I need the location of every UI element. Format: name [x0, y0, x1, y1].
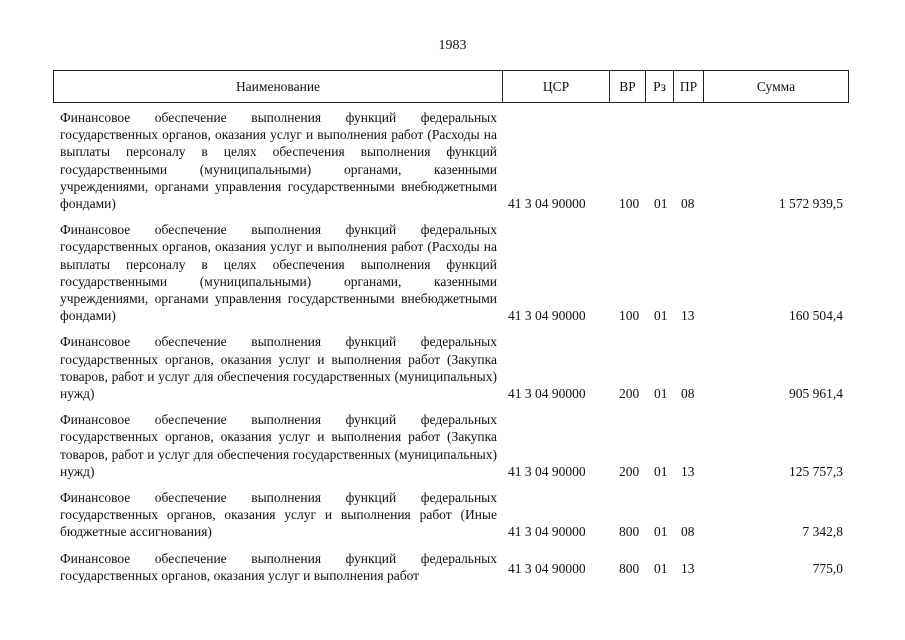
row-vr: 800: [619, 560, 640, 576]
table-row: [0, 550, 905, 584]
row-pr: 08: [681, 524, 695, 540]
table-row: [0, 489, 905, 541]
row-sum: 905 961,4: [789, 386, 843, 402]
table-row: [0, 109, 905, 212]
row-pr: 08: [681, 386, 695, 402]
row-vr: 100: [619, 196, 640, 212]
row-vr: 200: [619, 463, 640, 479]
row-pr: 13: [681, 463, 695, 479]
row-csr: 41 3 04 90000: [508, 308, 586, 324]
row-rz: 01: [654, 308, 668, 324]
table-row: [0, 221, 905, 324]
row-name: Финансовое обеспечение выполнения функций федеральных государственных органов, оказания услуг и выполнения работ (Иные бюджетные ассигнования): [60, 490, 497, 540]
page-number: 1983: [438, 38, 467, 53]
column-header-name: Наименование: [235, 79, 321, 94]
row-rz: 01: [654, 386, 668, 402]
row-name: Финансовое обеспечение выполнения функций федеральных государственных органов, оказания услуг и выполнения работ: [60, 550, 497, 583]
table-body: [0, 109, 905, 584]
row-name: Финансовое обеспечение выполнения функций федеральных государственных органов, оказания услуг и выполнения работ (Закупка товаров, работ и услуг для обеспечения государственных (муниципальных) нужд): [60, 334, 497, 402]
row-sum: 1 572 939,5: [778, 196, 843, 212]
row-csr: 41 3 04 90000: [508, 560, 586, 576]
row-vr: 200: [619, 386, 640, 402]
column-header-pr: ПР: [673, 71, 703, 102]
table-row: [0, 411, 905, 480]
row-sum: 125 757,3: [789, 463, 843, 479]
row-csr: 41 3 04 90000: [508, 196, 586, 212]
row-rz: 01: [654, 463, 668, 479]
row-rz: 01: [654, 560, 668, 576]
row-csr: 41 3 04 90000: [508, 524, 586, 540]
row-vr: 100: [619, 308, 640, 324]
row-pr: 13: [681, 308, 695, 324]
row-sum: 775,0: [812, 560, 843, 576]
table-row: [0, 333, 905, 402]
row-sum: 160 504,4: [789, 308, 843, 324]
table-header: [53, 70, 849, 103]
row-name: Финансовое обеспечение выполнения функций федеральных государственных органов, оказания услуг и выполнения работ (Закупка товаров, работ и услуг для обеспечения государственных (муниципальных) нужд): [60, 412, 497, 479]
column-header-vr: ВР: [609, 71, 645, 102]
row-pr: 13: [681, 560, 695, 576]
column-header-rz: Рз: [645, 71, 673, 102]
row-rz: 01: [654, 524, 668, 540]
row-name: Финансовое обеспечение выполнения функций федеральных государственных органов, оказания услуг и выполнения работ (Расходы на выплаты персоналу в целях обеспечения выполнения функций государственными (муниципальными) органами, казенными учреждениями, органами управления государственными внебюджетными фондами): [60, 110, 497, 212]
row-rz: 01: [654, 196, 668, 212]
row-csr: 41 3 04 90000: [508, 386, 586, 402]
row-pr: 08: [681, 196, 695, 212]
row-name: Финансовое обеспечение выполнения функций федеральных государственных органов, оказания услуг и выполнения работ (Расходы на выплаты персоналу в целях обеспечения выполнения функций государственными (муниципальными) органами, казенными учреждениями, органами управления государственными внебюджетными фондами): [60, 222, 497, 324]
column-header-sum: Сумма: [703, 71, 848, 102]
row-vr: 800: [619, 524, 640, 540]
row-csr: 41 3 04 90000: [508, 463, 586, 479]
column-header-csr: ЦСР: [502, 71, 609, 102]
row-sum: 7 342,8: [802, 524, 843, 540]
